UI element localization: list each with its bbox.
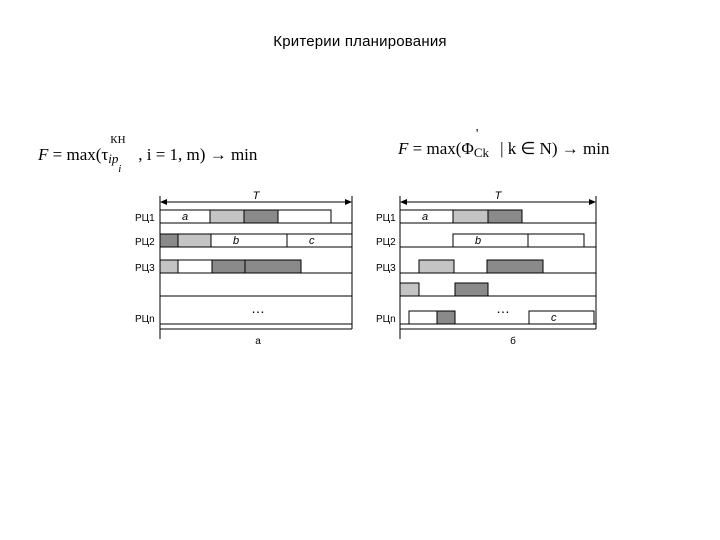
period-arrow-head-left — [400, 199, 407, 205]
task-label: c — [551, 312, 557, 324]
formula-right-eq: = max(Φ — [412, 139, 474, 158]
ellipsis-mark: … — [496, 300, 510, 316]
task-block-light — [419, 260, 454, 273]
row-label: РЦ3 — [376, 263, 396, 274]
task-label: b — [475, 235, 482, 247]
formula-right-prime: ' — [475, 127, 479, 142]
task-block-empty — [529, 311, 594, 324]
task-block-dark — [487, 260, 543, 273]
task-block-dark — [455, 283, 488, 296]
task-block-dark — [437, 311, 455, 324]
row-label: РЦ1 — [135, 213, 155, 224]
task-label: c — [309, 235, 315, 247]
task-block-light — [178, 234, 211, 247]
formula-right-tail: | k ∈ N) → min — [495, 139, 610, 158]
task-block-dark — [244, 210, 278, 223]
period-arrow-head-left — [160, 199, 167, 205]
formula-left-lhs: F — [38, 145, 49, 164]
task-block-light — [210, 210, 244, 223]
row-label: РЦn — [376, 314, 396, 325]
row-label: РЦ3 — [135, 263, 155, 274]
row-label: РЦ1 — [376, 213, 396, 224]
task-block-dark — [245, 260, 301, 273]
period-label: T — [252, 190, 260, 202]
formula-left-eq: = max(τ — [52, 145, 109, 164]
task-block-empty — [278, 210, 331, 223]
task-block-dark — [160, 234, 178, 247]
task-block-empty — [287, 234, 352, 247]
formula-left-sup: КН — [110, 134, 126, 146]
formula-left-tail: , i = 1, m) → min — [138, 145, 258, 164]
formula-right-sub: Ck — [473, 145, 490, 160]
formula-left-sub: ip — [108, 151, 119, 166]
period-arrow-head-right — [345, 199, 352, 205]
task-block-empty — [211, 234, 287, 247]
formula-right-lhs: F — [398, 139, 409, 158]
period-arrow-head-right — [589, 199, 596, 205]
row-label: РЦ2 — [376, 237, 396, 248]
task-block-dark — [488, 210, 522, 223]
formula-left-subsub: i — [118, 163, 122, 175]
slide-title: Критерии планирования — [273, 33, 447, 50]
task-block-empty — [453, 234, 528, 247]
diagram-caption: a — [255, 336, 261, 347]
ellipsis-mark: … — [251, 300, 265, 316]
row-label: РЦ2 — [135, 237, 155, 248]
task-block-light — [453, 210, 488, 223]
task-label: b — [233, 235, 240, 247]
task-block-empty — [528, 234, 584, 247]
task-label: a — [182, 211, 189, 223]
row-label: РЦn — [135, 314, 155, 325]
task-label: a — [422, 211, 429, 223]
task-block-dark — [212, 260, 245, 273]
diagram-caption: б — [510, 336, 516, 347]
task-block-empty — [178, 260, 212, 273]
task-block-light — [160, 260, 178, 273]
task-block-empty — [409, 311, 437, 324]
period-label: T — [494, 190, 502, 202]
task-block-light — [400, 283, 419, 296]
